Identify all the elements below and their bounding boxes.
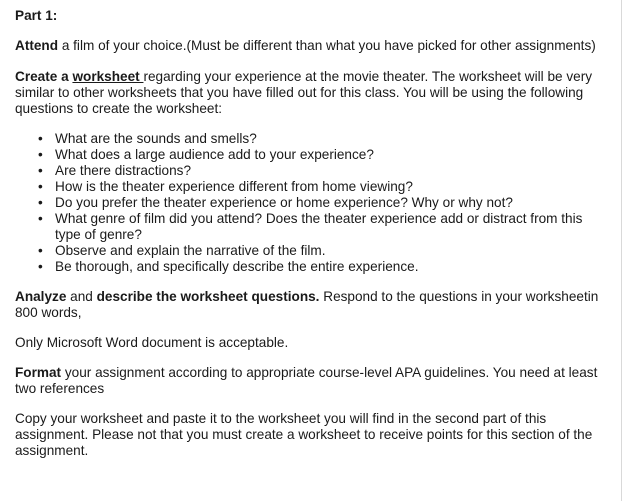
bullet-icon: • — [38, 243, 43, 258]
copy-paragraph: Copy your worksheet and paste it to the worksheet you will find in the second part of this assignment. Please not that you must create a worksheet to receive points for this section of the assignment. — [15, 411, 593, 458]
list-item-text: Do you prefer the theater experience or home experience? Why or why not? — [55, 195, 513, 210]
bullet-icon: • — [38, 259, 43, 274]
document-content — [15, 8, 605, 475]
bullet-icon: • — [38, 147, 43, 162]
bullet-icon: • — [38, 163, 43, 178]
list-item — [38, 211, 605, 243]
analyze-bold: Analyze — [15, 289, 67, 304]
analyze-paragraph — [15, 289, 605, 321]
create-bold: Create a — [15, 69, 73, 84]
list-item — [38, 147, 605, 163]
create-text: regarding your experience at the movie theater. The worksheet will be very similar to other worksheets that you have filled out for this class. You will be using the following questions to create the worksheet: — [15, 69, 593, 116]
attend-text: a film of your choice.(Must be different than what you have picked for other assignments) — [58, 38, 596, 53]
list-item-text: What does a large audience add to your experience? — [55, 147, 374, 162]
list-item — [38, 259, 605, 275]
list-item — [38, 131, 605, 147]
question-list — [15, 131, 605, 275]
analyze-text: Respond to the questions in your worksheetin 800 words, — [15, 289, 599, 320]
list-item-text: What genre of film did you attend? Does the theater experience add or distract from this type of genre? — [55, 211, 583, 242]
format-bold: Format — [15, 365, 62, 380]
create-paragraph — [15, 69, 605, 117]
bullet-icon: • — [38, 195, 43, 210]
list-item — [38, 195, 605, 211]
bullet-icon: • — [38, 211, 43, 226]
list-item-text: Are there distractions? — [55, 163, 192, 178]
format-text: your assignment according to appropriate course-level APA guidelines. You need at least two references — [15, 365, 598, 396]
list-item-text: How is the theater experience different from home viewing? — [55, 179, 413, 194]
worksheet-link[interactable]: worksheet — [72, 69, 144, 84]
describe-bold: describe the worksheet questions. — [96, 289, 320, 304]
list-item-text: Observe and explain the narrative of the film. — [55, 243, 326, 258]
list-item — [38, 179, 605, 195]
list-item-text: What are the sounds and smells? — [55, 131, 257, 146]
list-item-text: Be thorough, and specifically describe the entire experience. — [55, 259, 419, 274]
bullet-icon: • — [38, 179, 43, 194]
word-only-paragraph: Only Microsoft Word document is acceptable. — [15, 335, 289, 350]
list-item — [38, 243, 605, 259]
format-paragraph — [15, 365, 605, 397]
attend-bold: Attend — [15, 38, 59, 53]
bullet-icon: • — [38, 131, 43, 146]
analyze-mid: and — [66, 289, 97, 304]
attend-paragraph — [15, 38, 605, 54]
list-item — [38, 163, 605, 179]
part-heading: Part 1: — [15, 8, 58, 23]
